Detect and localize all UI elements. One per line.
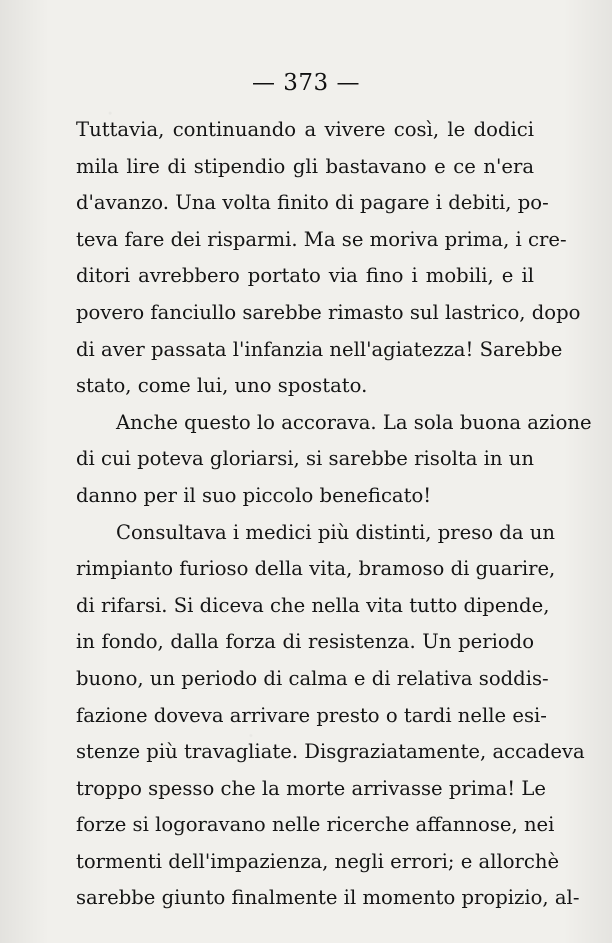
text-line: teva fare dei risparmi. Ma se moriva prima, i cre-: [76, 227, 567, 251]
text-line: stato, come lui, uno spostato.: [76, 374, 368, 398]
text-line: troppo spesso che la morte arrivasse prima! Le: [76, 776, 547, 800]
text-line: di cui poteva gloriarsi, si sarebbe risolta in un: [76, 447, 535, 471]
text-line: buono, un periodo di calma e di relativa soddis-: [76, 666, 549, 690]
text-line: sarebbe giunto finalmente il momento propizio, al-: [76, 886, 580, 910]
text-line: Tuttavia, continuando a vivere così, le dodici: [76, 118, 534, 141]
text-line: tormenti dell'impazienza, negli errori; e allorchè: [76, 849, 560, 873]
text-line: d'avanzo. Una volta finito di pagare i debiti, po-: [76, 191, 549, 215]
text-line: in fondo, dalla forza di resistenza. Un periodo: [76, 630, 534, 654]
page-number: — 373 —: [251, 70, 361, 96]
text-line: ditori avrebbero portato via fino i mobili, e il: [76, 264, 534, 288]
text-line: di rifarsi. Si diceva che nella vita tutto dipende,: [76, 593, 550, 617]
text-line: di aver passata l'infanzia nell'agiatezza! Sarebbe: [76, 337, 563, 361]
text-line: stenze più travagliate. Disgraziatamente, accadeva: [76, 740, 585, 764]
text-line: forze si logoravano nelle ricerche affannose, nei: [76, 813, 555, 837]
text-line: fazione doveva arrivare presto o tardi nelle esi-: [76, 703, 547, 727]
text-line: povero fanciullo sarebbe rimasto sul lastrico, dopo: [76, 300, 581, 324]
text-line: danno per il suo piccolo beneficato!: [76, 483, 432, 507]
text-line: Consultava i medici più distinti, preso da un: [116, 520, 555, 544]
body-text: [76, 112, 592, 917]
text-line: Anche questo lo accorava. La sola buona azione: [116, 410, 592, 434]
text-line: rimpianto furioso della vita, bramoso di guarire,: [76, 557, 556, 581]
text-line: mila lire di stipendio gli bastavano e ce n'era: [76, 154, 534, 178]
